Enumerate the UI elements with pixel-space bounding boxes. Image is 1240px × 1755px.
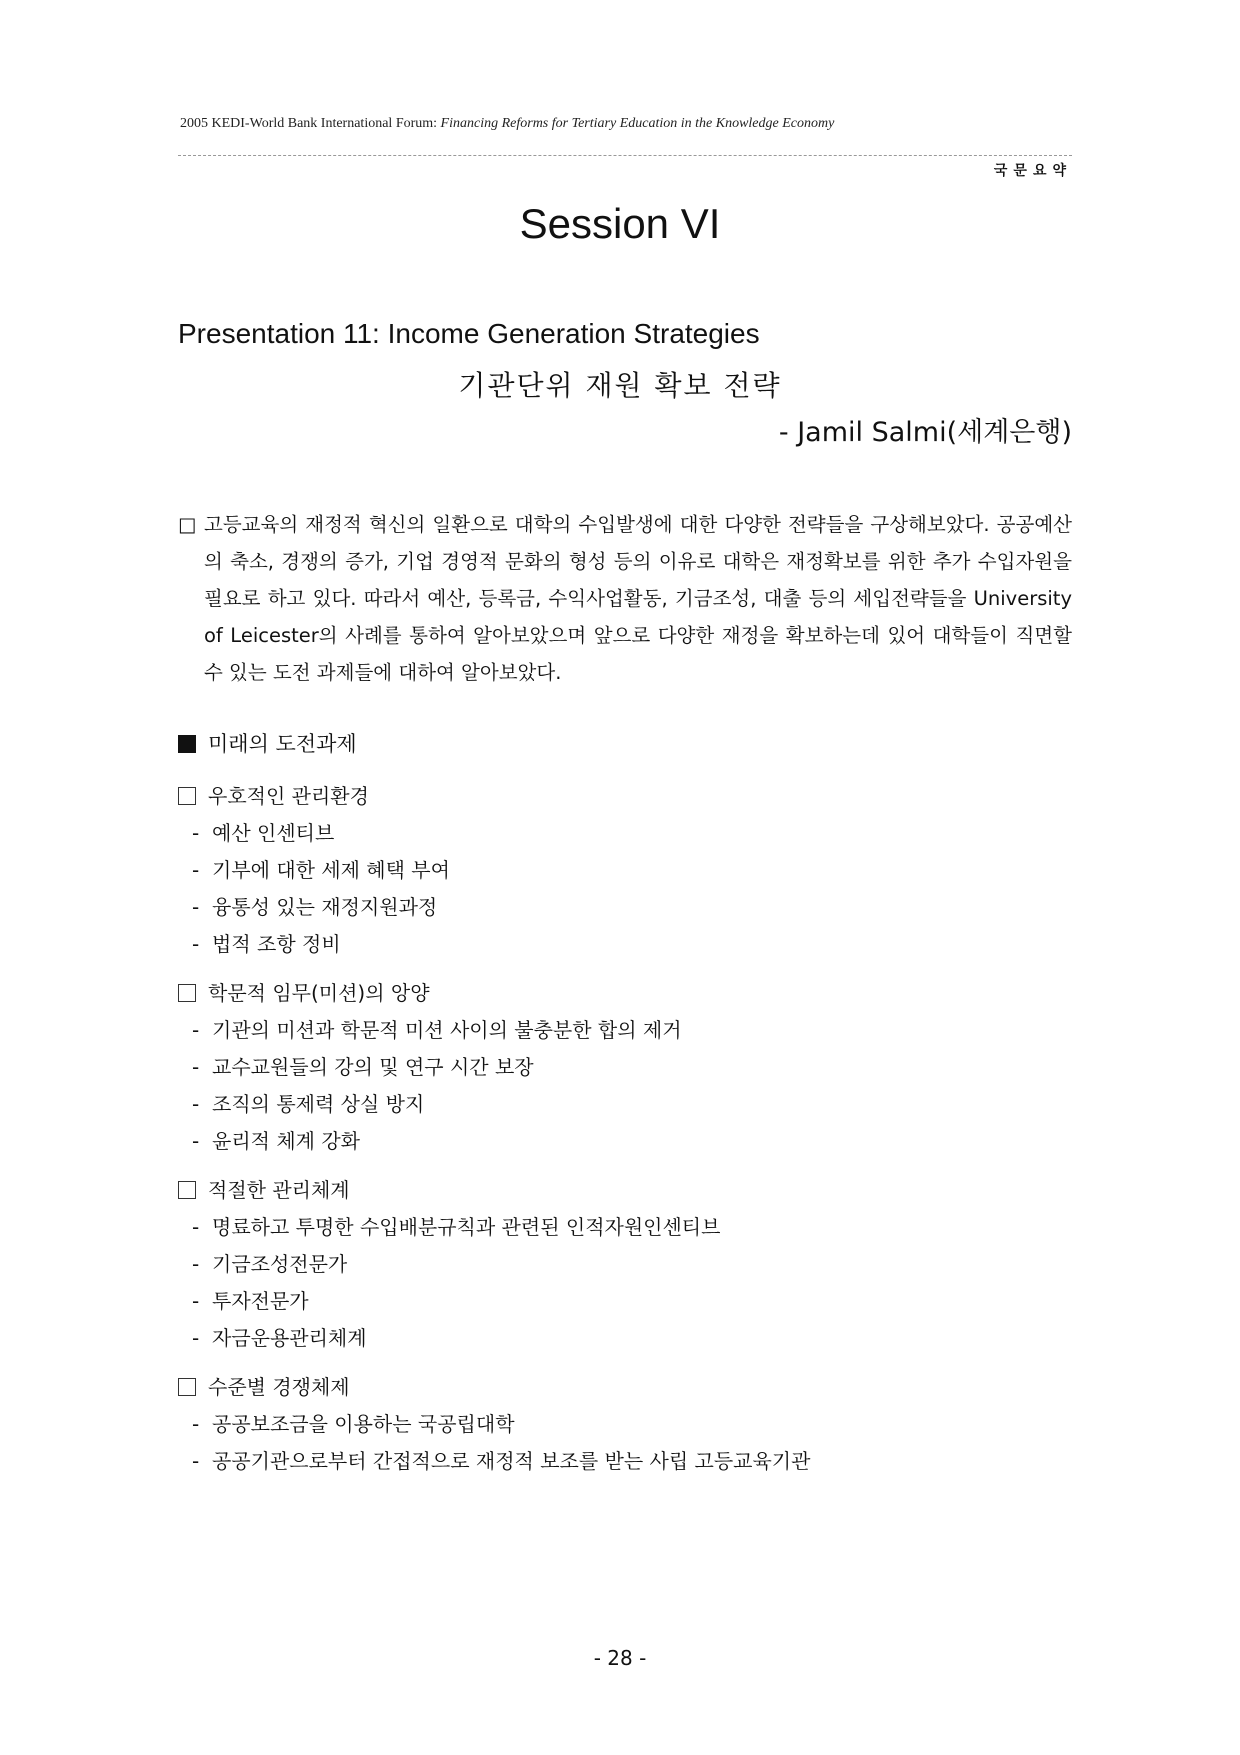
list-item	[178, 1123, 1072, 1160]
abstract-text: 고등교육의 재정적 혁신의 일환으로 대학의 수입발생에 대한 다양한 전략들을 구상해보았다. 공공예산의 축소, 경쟁의 증가, 기업 경영적 문화의 형성 등의 이유로 대학은 재정확보를 위한 추가 수입자원을 필요로 하고 있다. 따라서 예산, 등록금, 수익사업활동, 기금조성, 대출 등의 세입전략들을 University of Leicester의 사례를 통하여 알아보았으며 앞으로 다양한 재정을 확보하는데 있어 대학들이 직면할 수 있는 도전 과제들에 대하여 알아보았다.	[204, 513, 1072, 684]
section-heading-text: 미래의 도전과제	[208, 732, 357, 756]
list-item-text: 법적 조항 정비	[212, 932, 341, 956]
list-item-text: 공공보조금을 이용하는 국공립대학	[212, 1412, 515, 1436]
dash-marker: -	[192, 1018, 200, 1042]
dash-marker: -	[192, 1055, 200, 1079]
abstract-paragraph	[178, 506, 1072, 691]
list-item-text: 명료하고 투명한 수입배분규칙과 관련된 인적자원인센티브	[212, 1215, 721, 1239]
list-item	[178, 1443, 1072, 1480]
presentation-title-en: Presentation 11: Income Generation Strategies	[178, 318, 760, 349]
list-item	[178, 1012, 1072, 1049]
dash-marker: -	[192, 1129, 200, 1153]
presentation-title-ko: 기관단위 재원 확보 전략	[458, 369, 782, 402]
group-title-text: 학문적 임무(미션)의 앙양	[208, 981, 430, 1005]
list-item-text: 기부에 대한 세제 혜택 부여	[212, 858, 450, 882]
author-line: - Jamil Salmi(세계은행)	[778, 417, 1072, 448]
list-item-text: 기관의 미션과 학문적 미션 사이의 불충분한 합의 제거	[212, 1018, 682, 1042]
challenge-group	[178, 1369, 1072, 1480]
list-item-text: 윤리적 체계 강화	[212, 1129, 360, 1153]
list-item	[178, 815, 1072, 852]
list-item-text: 투자전문가	[212, 1289, 309, 1313]
list-item	[178, 926, 1072, 963]
list-item	[178, 1320, 1072, 1357]
group-title	[178, 1172, 1072, 1209]
section-heading	[178, 728, 357, 758]
group-title	[178, 975, 1072, 1012]
list-item	[178, 1209, 1072, 1246]
group-title-text: 수준별 경쟁체제	[208, 1375, 350, 1399]
list-item	[178, 1049, 1072, 1086]
list-item-text: 자금운용관리체계	[212, 1326, 367, 1350]
list-item	[178, 1246, 1072, 1283]
list-item	[178, 1406, 1072, 1443]
list-item-text: 공공기관으로부터 간접적으로 재정적 보조를 받는 사립 고등교육기관	[212, 1449, 811, 1473]
challenge-group	[178, 1172, 1072, 1357]
group-title	[178, 1369, 1072, 1406]
list-item-text: 융통성 있는 재정지원과정	[212, 895, 438, 919]
header-divider	[178, 155, 1072, 156]
list-item-text: 기금조성전문가	[212, 1252, 348, 1276]
dash-marker: -	[192, 821, 200, 845]
list-item-text: 교수교원들의 강의 및 연구 시간 보장	[212, 1055, 534, 1079]
filled-square-icon	[178, 735, 196, 753]
empty-square-icon	[178, 1378, 196, 1396]
group-title	[178, 778, 1072, 815]
dash-marker: -	[192, 1449, 200, 1473]
list-item	[178, 852, 1072, 889]
running-header	[180, 116, 1080, 132]
dash-marker: -	[192, 895, 200, 919]
dash-marker: -	[192, 1412, 200, 1436]
forum-subtitle: Financing Reforms for Tertiary Education in the Knowledge Economy	[440, 116, 835, 131]
dash-marker: -	[192, 1252, 200, 1276]
empty-square-icon	[178, 1181, 196, 1199]
abstract-bullet-icon: □	[178, 513, 197, 536]
list-item	[178, 1086, 1072, 1123]
list-item	[178, 1283, 1072, 1320]
forum-name: 2005 KEDI-World Bank International Forum:	[180, 116, 438, 131]
dash-marker: -	[192, 1289, 200, 1313]
section-tag: 국문요약	[993, 163, 1072, 179]
empty-square-icon	[178, 787, 196, 805]
dash-marker: -	[192, 932, 200, 956]
list-item	[178, 889, 1072, 926]
challenge-groups	[178, 778, 1072, 1492]
dash-marker: -	[192, 1215, 200, 1239]
dash-marker: -	[192, 1326, 200, 1350]
page-number: - 28 -	[593, 1646, 647, 1670]
dash-marker: -	[192, 1092, 200, 1116]
challenge-group	[178, 975, 1072, 1160]
list-item-text: 예산 인센티브	[212, 821, 335, 845]
list-item-text: 조직의 통제력 상실 방지	[212, 1092, 425, 1116]
session-title: Session VI	[519, 200, 721, 247]
challenge-group	[178, 778, 1072, 963]
dash-marker: -	[192, 858, 200, 882]
empty-square-icon	[178, 984, 196, 1002]
group-title-text: 적절한 관리체계	[208, 1178, 350, 1202]
group-title-text: 우호적인 관리환경	[208, 784, 369, 808]
